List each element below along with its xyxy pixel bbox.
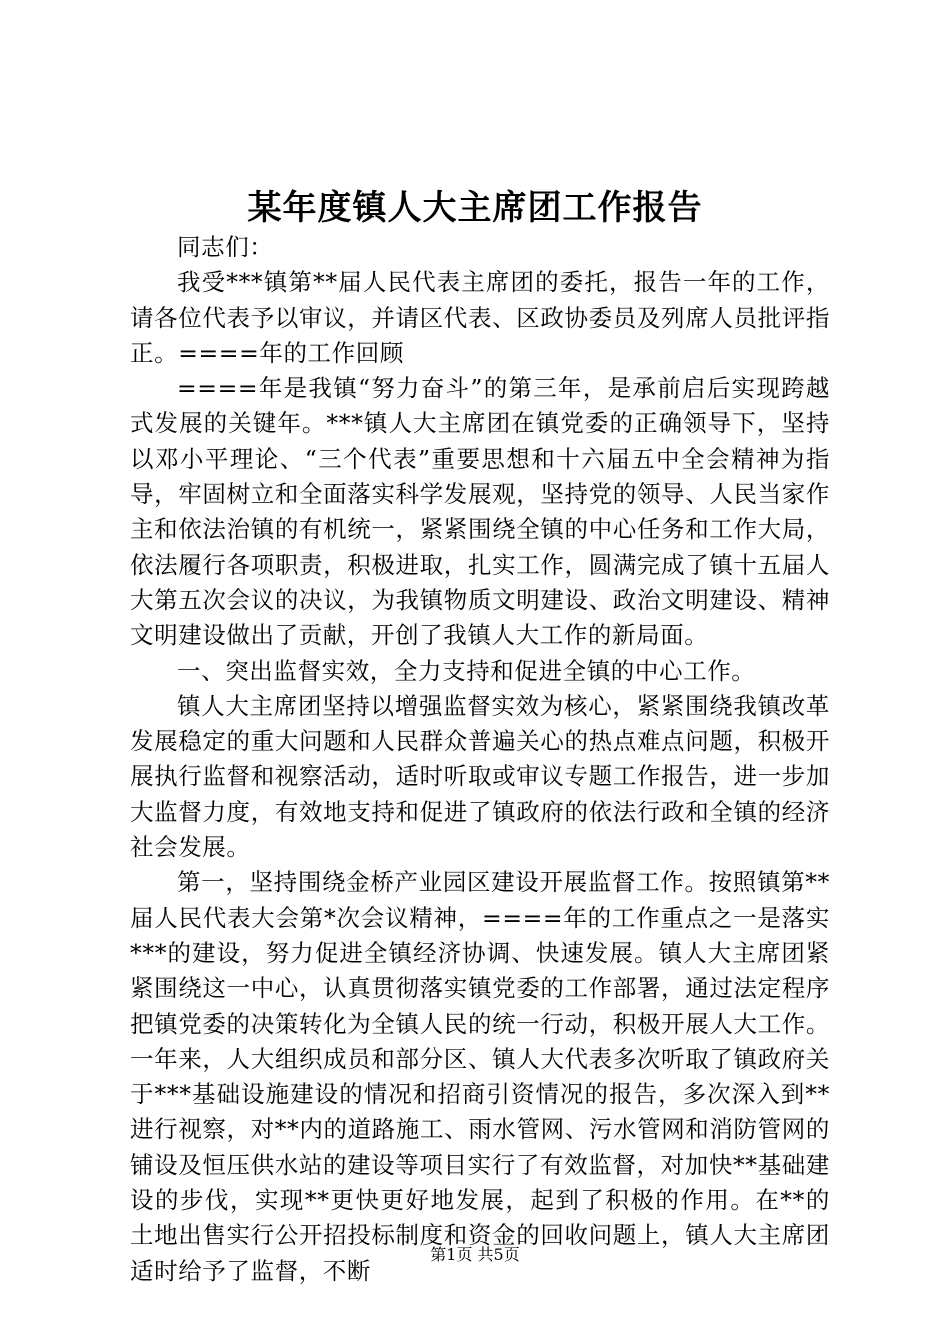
page-footer: 第1页 共5页: [430, 1245, 520, 1264]
paragraph-salutation: 同志们：: [177, 233, 274, 261]
paragraph-supervision: 镇人大主席团坚持以增强监督实效为核心，紧紧围绕我镇改革发展稳定的重大问题和人民群众普遍关心的热点难点问题，积极开展执行监督和视察活动，适时听取或审议专题工作报告，进一步加大监督力度，有效地支持和促进了镇政府的依法行政和全镇的经济社会发展。: [130, 691, 830, 862]
section-heading-1: 一、突出监督实效，全力支持和促进全镇的中心工作。: [177, 656, 756, 685]
paragraph-intro: 我受***镇第**届人民代表主席团的委托，报告一年的工作，请各位代表予以审议，并请区代表、区政协委员及列席人员批评指正。====年的工作回顾: [130, 268, 830, 367]
paragraph-review: ====年是我镇“努力奋斗”的第三年，是承前启后实现跨越式发展的关键年。***镇人大主席团在镇党委的正确领导下，坚持以邓小平理论、“三个代表”重要思想和十六届五中全会精神为指导，牢固树立和全面落实科学发展观，坚持党的领导、人民当家作主和依法治镇的有机统一，紧紧围绕全镇的中心任务和工作大局，依法履行各项职责，积极进取，扎实工作，圆满完成了镇十五届人大第五次会议的决议，为我镇物质文明建设、政治文明建设、精神文明建设做出了贡献，开创了我镇人大工作的新局面。: [130, 374, 830, 650]
document-body: [130, 230, 830, 1289]
document-title: 某年度镇人大主席团工作报告: [247, 188, 703, 228]
paragraph-first-point: 第一，坚持围绕金桥产业园区建设开展监督工作。按照镇第**届人民代表大会第*次会议精神，====年的工作重点之一是落实***的建设，努力促进全镇经济协调、快速发展。镇人大主席团紧紧围绕这一中心，认真贯彻落实镇党委的工作部署，通过法定程序把镇党委的决策转化为全镇人民的统一行动，积极开展人大工作。一年来，人大组织成员和部分区、镇人大代表多次听取了镇政府关于***基础设施建设的情况和招商引资情况的报告，多次深入到**进行视察，对**内的道路施工、雨水管网、污水管网和消防管网的铺设及恒压供水站的建设等项目实行了有效监督，对加快**基础建设的步伐，实现**更快更好地发展，起到了积极的作用。在**的土地出售实行公开招投标制度和资金的回收问题上，镇人大主席团适时给予了监督，不断: [130, 868, 830, 1285]
